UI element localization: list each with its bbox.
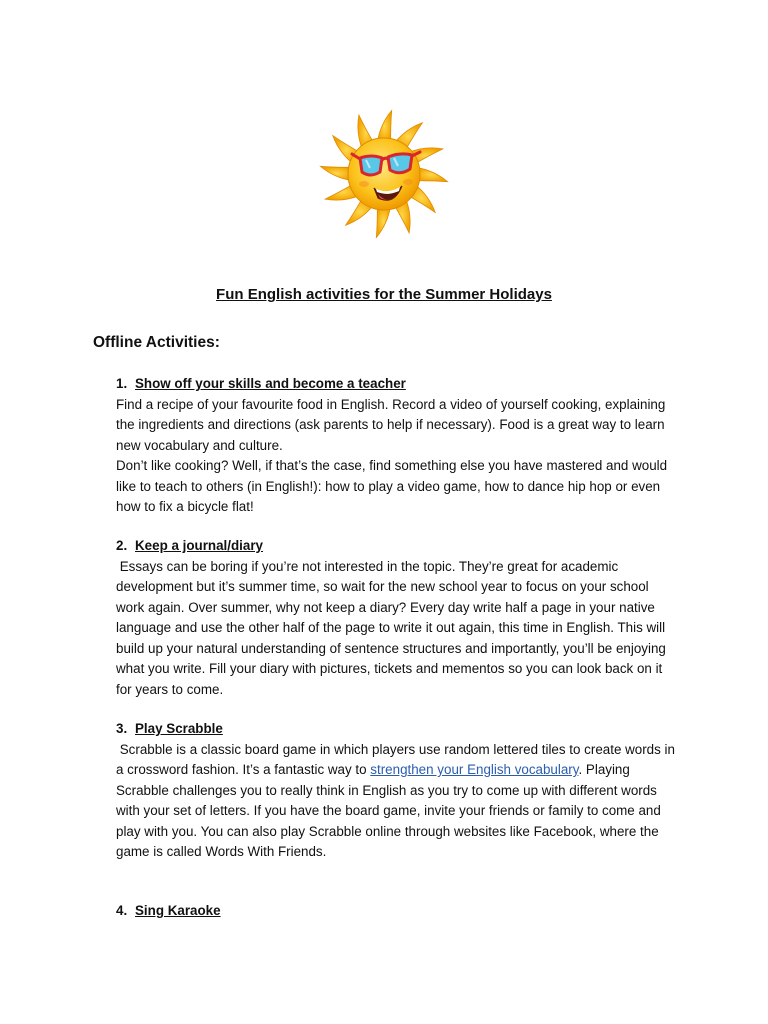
activity-heading bbox=[116, 536, 676, 557]
activity-title: Keep a journal/diary bbox=[135, 538, 263, 553]
activity-item-1 bbox=[116, 374, 676, 518]
activity-number: 1. bbox=[116, 376, 128, 391]
sun-illustration bbox=[316, 108, 452, 240]
document-title: Fun English activities for the Summer Holidays bbox=[216, 286, 552, 303]
activity-title: Play Scrabble bbox=[135, 721, 223, 736]
paragraph-text: Scrabble is a classic board game in which players use random lettered tiles to create words in a crossword fashion. It’s a fantastic way to bbox=[116, 741, 679, 777]
paragraph-text: . Playing Scrabble challenges you to really think in English as you try to come up with different words with your set of letters. If you have the board game, invite your friends or family to come and play with you. You can also play Scrabble online through websites like Facebook, where the game is called Words With Friends. bbox=[116, 762, 665, 859]
activity-paragraph: Essays can be boring if you’re not interested in the topic. They’re great for academic development but it’s summer time, so wait for the new school year to focus on your school work again. Over summer, why not keep a diary? Every day write half a page in your native language and use the other half of the page to write it out again, this time in English. This will build up your natural understanding of sentence structures and importantly, you’ll be enjoying what you write. Fill your diary with pictures, tickets and mementos so you can look back on it for years to come. bbox=[116, 558, 670, 697]
activity-heading bbox=[116, 374, 676, 395]
activity-item-4 bbox=[116, 901, 676, 922]
activity-title: Sing Karaoke bbox=[135, 903, 221, 918]
section-heading: Offline Activities: bbox=[93, 334, 220, 351]
activity-item-3 bbox=[116, 719, 679, 863]
activity-paragraph: Don’t like cooking? Well, if that’s the case, find something else you have mastered and would like to teach to others (in English!): how to play a video game, how to dance hip hop or even how to fix a bicycle flat! bbox=[116, 458, 668, 514]
activity-item-2 bbox=[116, 536, 676, 700]
activity-paragraph bbox=[116, 740, 679, 863]
activity-heading bbox=[116, 901, 676, 922]
sun-with-sunglasses-image bbox=[316, 108, 452, 240]
activity-number: 4. bbox=[116, 903, 128, 918]
activity-heading bbox=[116, 719, 676, 740]
activity-number: 3. bbox=[116, 721, 128, 736]
activity-number: 2. bbox=[116, 538, 128, 553]
activity-paragraph: Find a recipe of your favourite food in English. Record a video of yourself cooking, explaining the ingredients and directions (ask parents to help if necessary). Food is a great way to learn new vocabulary and culture. bbox=[116, 396, 666, 453]
activity-title: Show off your skills and become a teacher bbox=[135, 376, 406, 391]
vocabulary-link[interactable]: strengthen your English vocabulary bbox=[370, 762, 579, 777]
